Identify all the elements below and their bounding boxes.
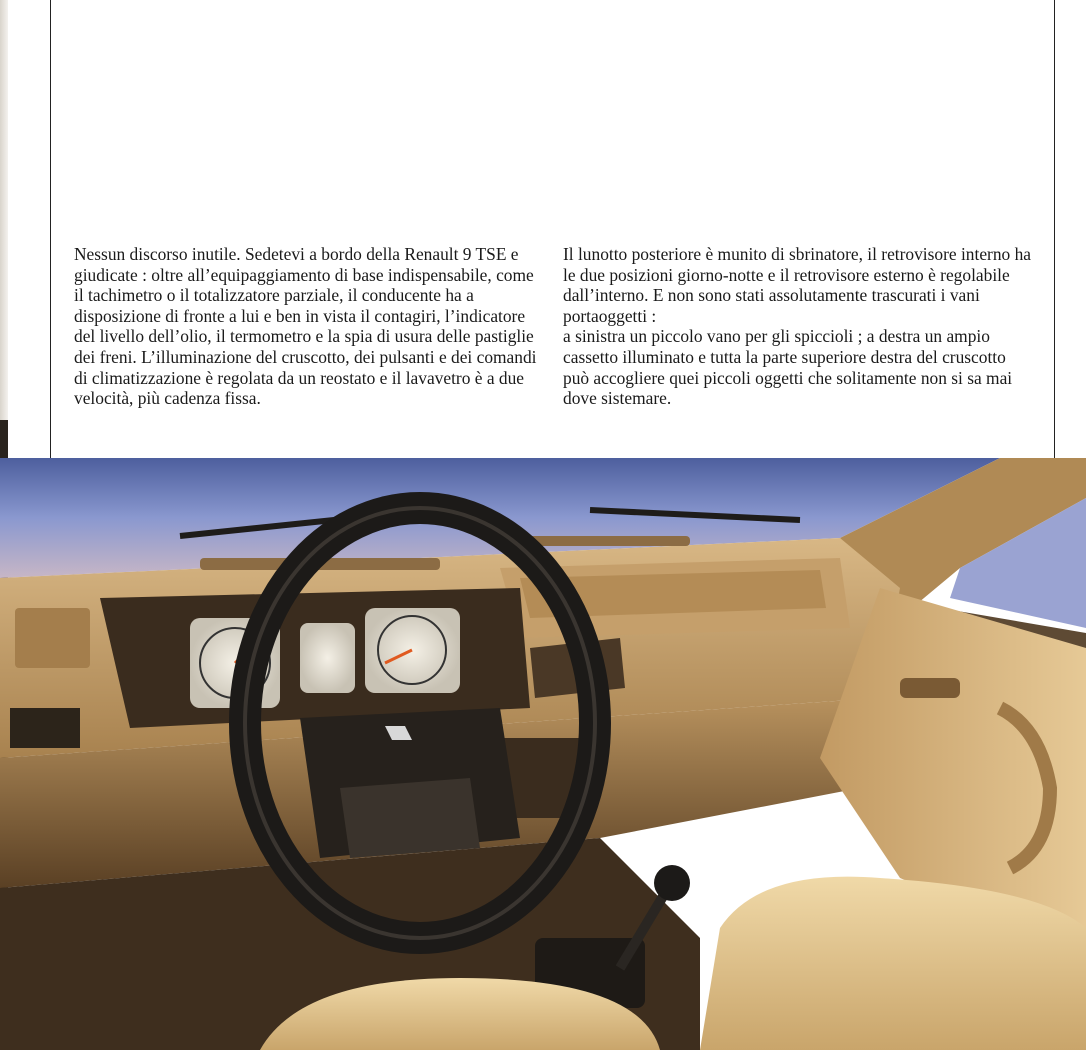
dashboard-illustration (0, 458, 1086, 1050)
dashboard-photo (0, 458, 1086, 1050)
right-paragraph-1: Il lunotto posteriore è munito di sbrinatore, il retrovisore interno ha le due posizioni giorno-notte e il retrovisore esterno è regolabile dall’interno. E non sono stati assolutamente trascurati i vani portaoggetti : (563, 244, 1031, 326)
left-margin-rule (50, 0, 51, 460)
left-text-column (74, 244, 544, 409)
right-text-column (563, 244, 1033, 409)
right-paragraph-2: a sinistra un piccolo vano per gli spiccioli ; a destra un ampio cassetto illuminato e tutta la parte superiore destra del cruscotto può accogliere quei piccoli oggetti che solitamente non si sa mai dove sistemare. (563, 326, 1013, 409)
left-paragraph: Nessun discorso inutile. Sedetevi a bordo della Renault 9 TSE e giudicate : oltre all’equipaggiamento di base indispensabile, come il tachimetro o il totalizzatore parziale, il conducente ha a disposizione di fronte a lui e ben in vista il contagiri, l’indicatore del livello dell’olio, il termometro e la spia di usura delle pastiglie dei freni. L’illuminazione del cruscotto, dei pulsanti e dei comandi di climatizzazione è regolata da un reostato e il lavavetro è a due velocità, più cadenza fissa. (74, 244, 537, 409)
right-margin-rule (1054, 0, 1055, 460)
